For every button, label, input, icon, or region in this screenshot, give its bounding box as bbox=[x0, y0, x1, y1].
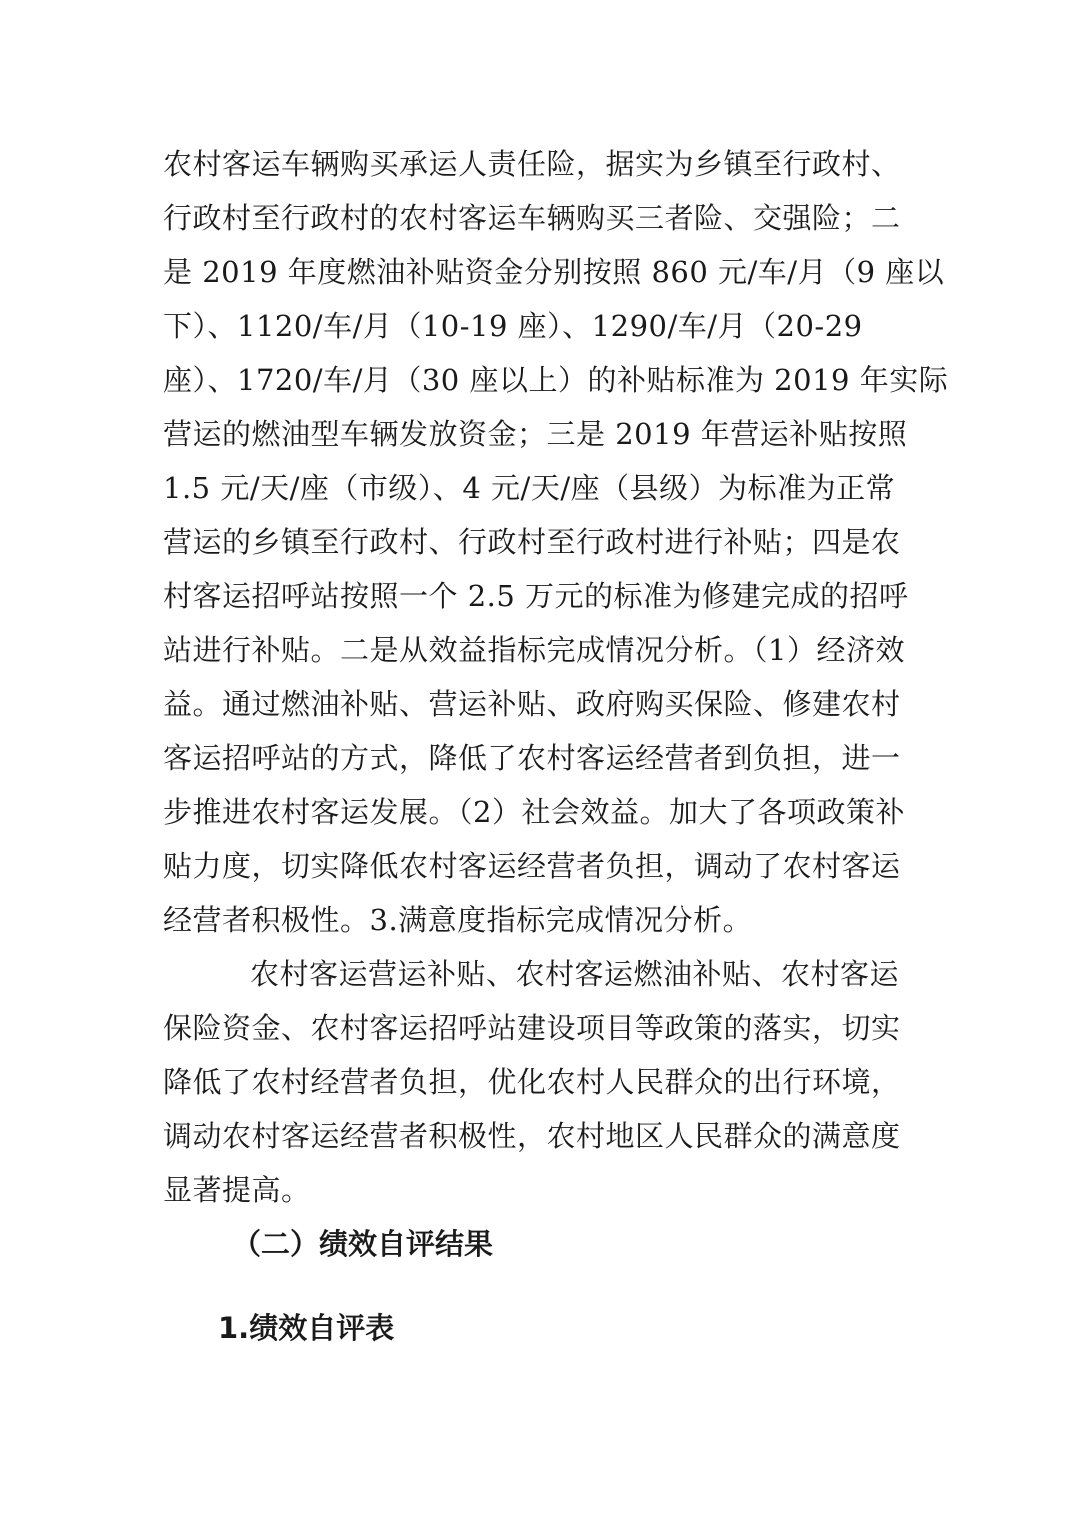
body-text-line: 步推进农村客运发展。（2）社会效益。加大了各项政策补 bbox=[163, 795, 905, 829]
body-text-line: 贴力度，切实降低农村客运经营者负担，调动了农村客运 bbox=[163, 849, 901, 883]
body-text-line: 农村客运营运补贴、农村客运燃油补贴、农村客运 bbox=[250, 957, 900, 991]
body-text-line: 营运的乡镇至行政村、行政村至行政村进行补贴；四是农 bbox=[163, 525, 901, 559]
body-text-line: 保险资金、农村客运招呼站建设项目等政策的落实，切实 bbox=[163, 1011, 901, 1045]
body-text-line: 行政村至行政村的农村客运车辆购买三者险、交强险；二 bbox=[163, 201, 901, 235]
body-text-line: 座）、1720/车/月（30 座以上）的补贴标准为 2019 年实际 bbox=[163, 363, 949, 397]
body-text-line: 下）、1120/车/月（10-19 座）、1290/车/月（20-29 bbox=[163, 309, 863, 343]
body-text-line: 显著提高。 bbox=[163, 1173, 311, 1207]
body-text-line: 站进行补贴。二是从效益指标完成情况分析。（1）经济效 bbox=[163, 633, 905, 667]
body-text-line: 营运的燃油型车辆发放资金；三是 2019 年营运补贴按照 bbox=[163, 417, 908, 451]
body-text-line: 调动农村客运经营者积极性，农村地区人民群众的满意度 bbox=[163, 1119, 901, 1153]
body-text-line: 是 2019 年度燃油补贴资金分别按照 860 元/车/月（9 座以 bbox=[163, 255, 945, 289]
body-text-line: 1.5 元/天/座（市级）、4 元/天/座（县级）为标准为正常 bbox=[163, 471, 896, 505]
subsection-heading: 1.绩效自评表 bbox=[218, 1311, 395, 1345]
section-heading: （二）绩效自评结果 bbox=[232, 1227, 494, 1261]
body-text-line: 农村客运车辆购买承运人责任险，据实为乡镇至行政村、 bbox=[163, 147, 901, 181]
body-text-line: 降低了农村经营者负担，优化农村人民群众的出行环境， bbox=[163, 1065, 901, 1099]
body-text-line: 客运招呼站的方式，降低了农村客运经营者到负担，进一 bbox=[163, 741, 901, 775]
body-text-line: 益。通过燃油补贴、营运补贴、政府购买保险、修建农村 bbox=[163, 687, 901, 721]
body-text-line: 经营者积极性。3.满意度指标完成情况分析。 bbox=[163, 903, 753, 937]
body-text-line: 村客运招呼站按照一个 2.5 万元的标准为修建完成的招呼 bbox=[163, 579, 909, 613]
